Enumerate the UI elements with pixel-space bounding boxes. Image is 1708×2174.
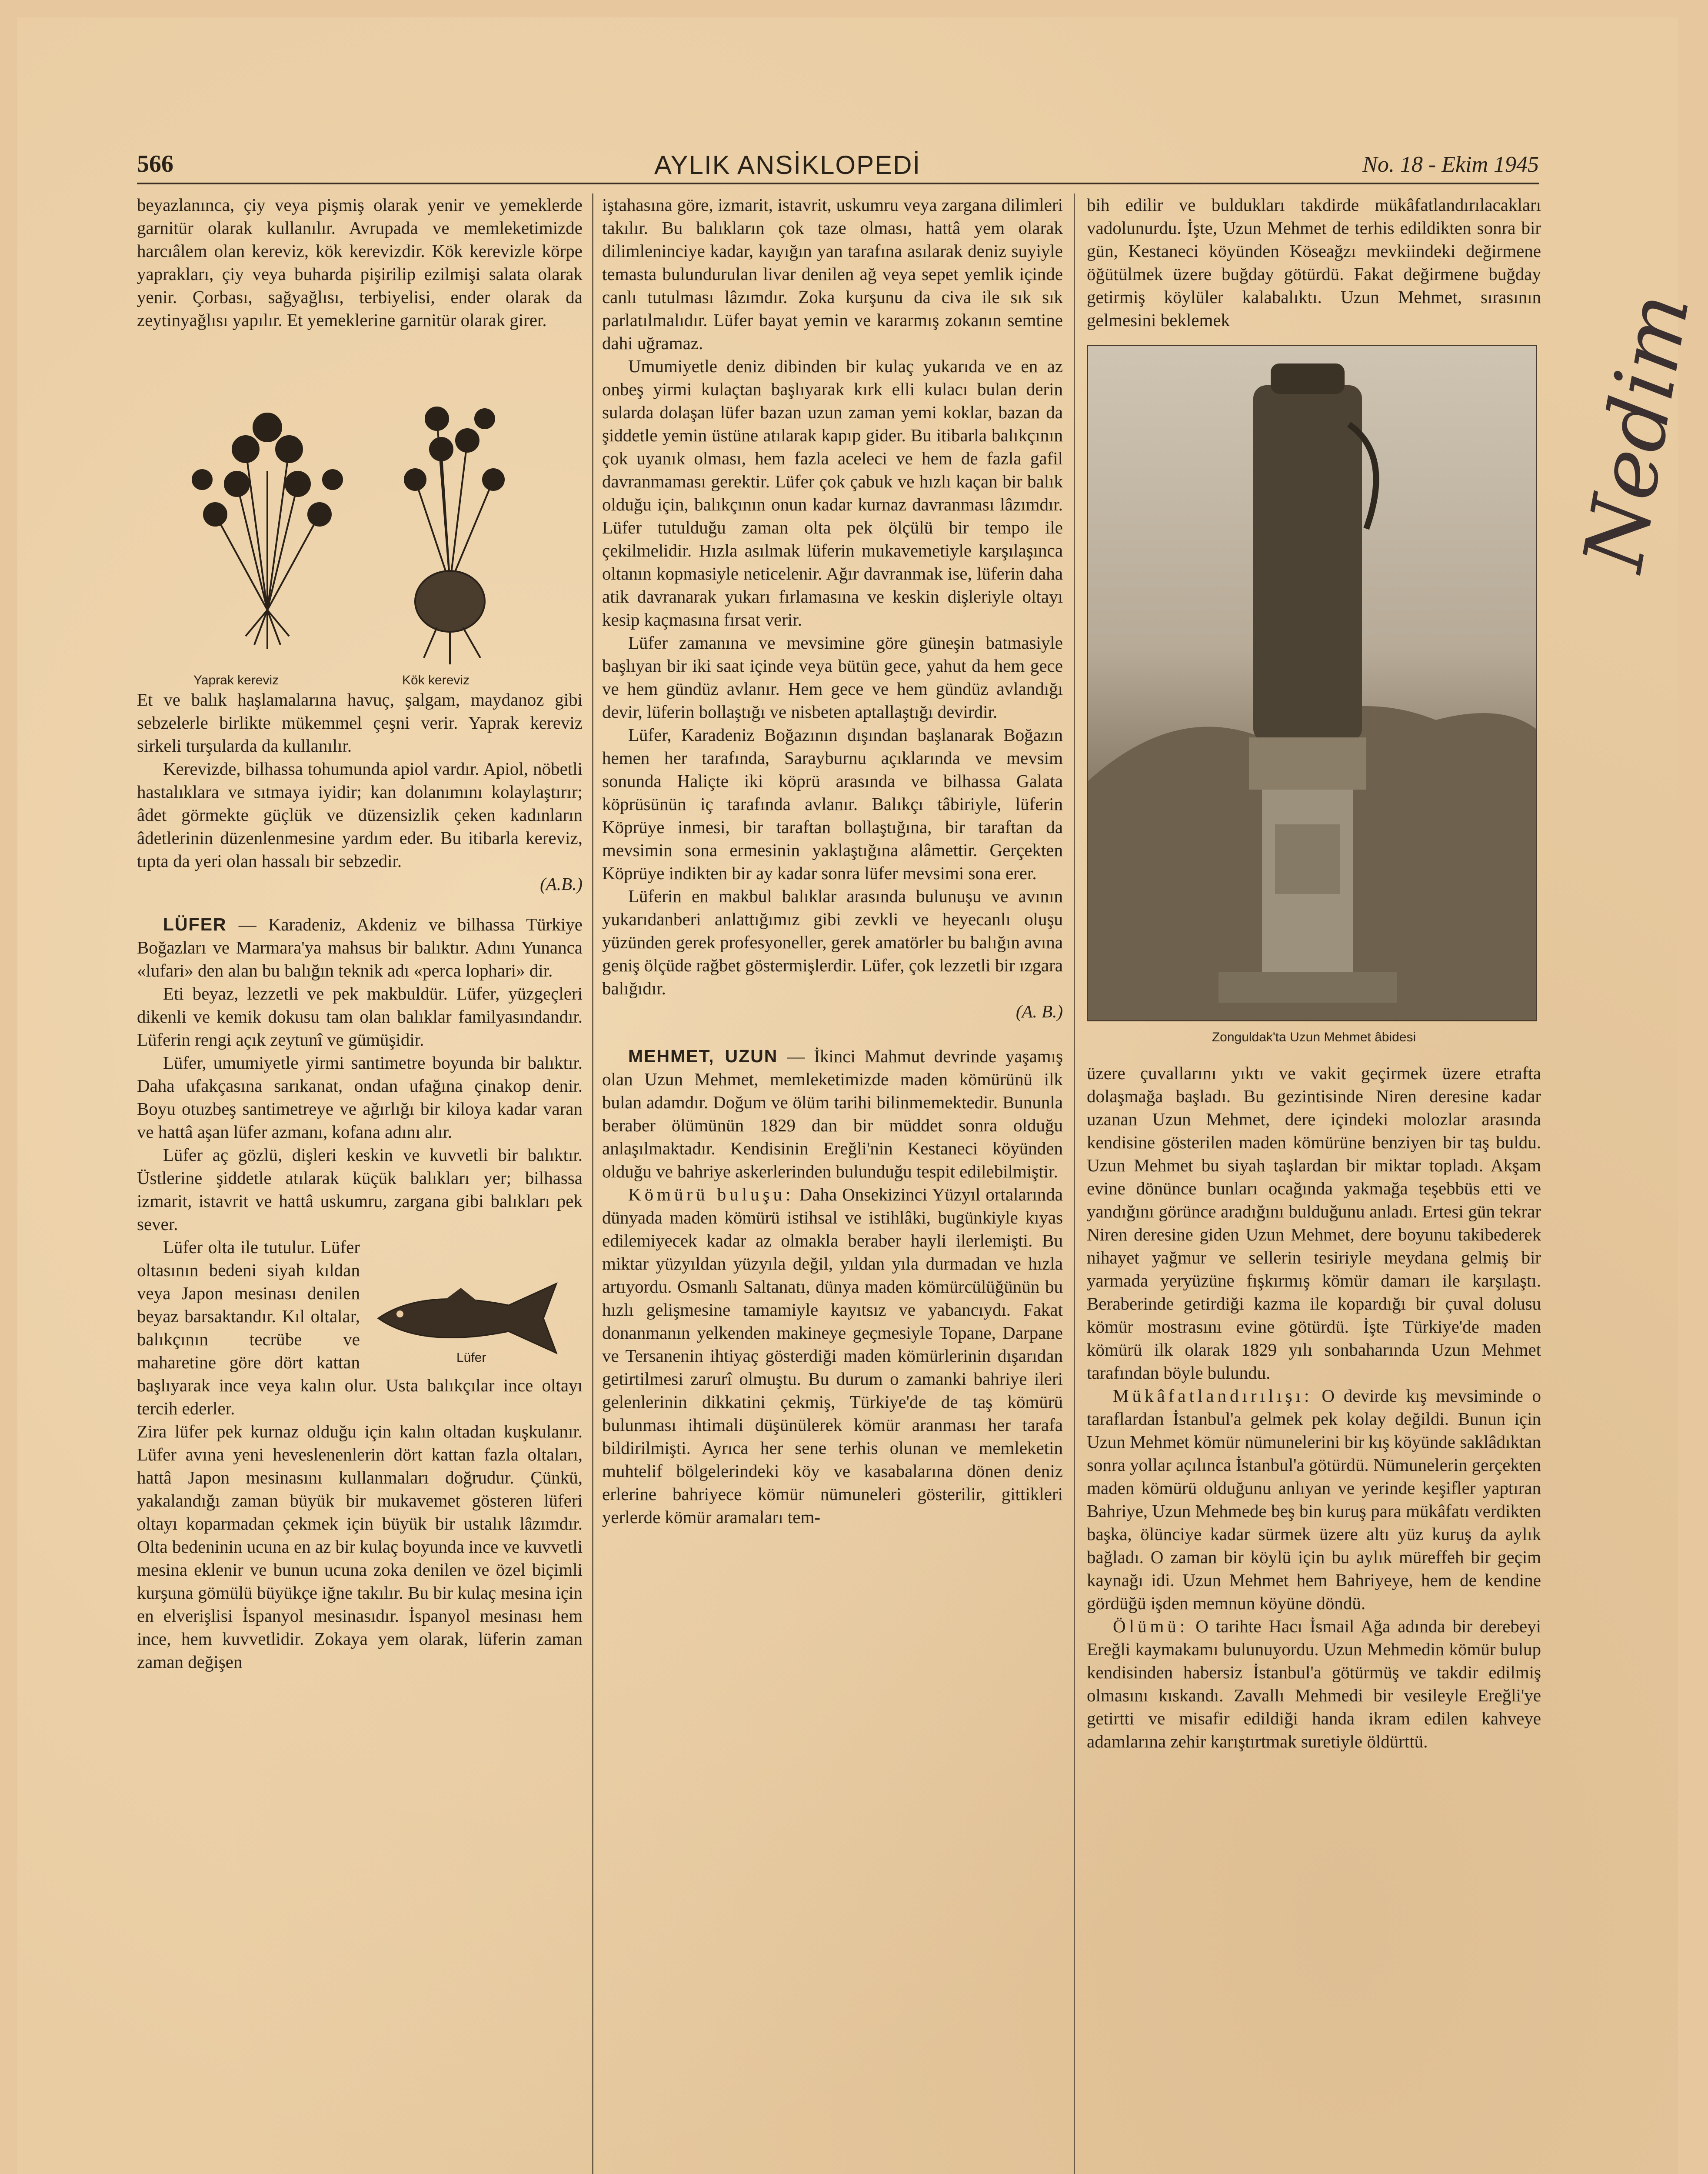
caption-leaf-celery: Yaprak kereviz	[193, 673, 279, 687]
page-number: 566	[137, 150, 173, 177]
section-kesif	[602, 1183, 1063, 1529]
section-text: O tarihte Hacı İsmail Ağa adında bir derebeyi Ereğli kaymakamı bulunuyordu. Uzun Mehmedin kömür bulup kendisinden habersiz İstanbul'a götürmüş ve takdir edilmiş olmasını kıskandı. Zavallı Mehmedi bir vesileyle Ereğli'ye getirtti ve misafir edildiği handa ikram edilen kahveye adamlarına zehir karıştırtmak suretiyle öldürttü.	[1087, 1616, 1541, 1751]
publication-title: AYLIK ANSİKLOPEDİ	[654, 150, 921, 180]
subheading-olum: Ölümü:	[1113, 1616, 1189, 1636]
article-paragraph: beyazlanınca, çiy veya pişmiş olarak yenir ve yemeklerde garnitür olarak kullanılır. Avrupada ve memleketimizde harcıâlem olan kereviz, kök kerevizdir. Kök kerevizle körpe yaprakları, çiy veya buharda pişirilip ezilmişi salata olarak yenir. Çorbası, sağyağlısı, terbiyelisi, ender olarak da zeytinyağlısı yapılır. Et yemeklerine garnitür olarak girer.	[137, 195, 583, 330]
article-paragraph: Lüfer, umumiyetle yirmi santimetre boyunda bir balıktır. Daha ufakçasına sarıkanat, ondan ufağına çinakop denir. Boyu otuzbeş santimetreye ve ağırlığı bir kiloya kadar varan ve hattâ aşan lüfer azmanı, kofana adını alır.	[137, 1053, 583, 1142]
entry-lufer	[137, 913, 583, 982]
photo-caption: Zonguldak'ta Uzun Mehmet âbidesi	[1212, 1030, 1416, 1044]
column-rule-2	[1074, 193, 1075, 2174]
fish-illustration	[365, 1270, 583, 1366]
fish-figure-block	[137, 1236, 583, 1420]
column-1	[137, 193, 583, 1674]
article-paragraph: Lüfer olta ile tutulur. Lüfer oltasının bedeni siyah kıldan veya Japon mesinası denilen beyaz barsaktandır. Kıl oltalar, balıkçının tecrübe ve maharetine göre dört kattan başlıyarak ince veya kalın olur. Usta balıkçılar ince oltayı tercih ederler.	[137, 1237, 583, 1418]
section-mukafat	[1087, 1384, 1541, 1615]
article-paragraph: bih edilir ve buldukları takdirde mükâfatlandırılacakları vadolunurdu. İşte, Uzun Mehmet de terhis edildikten sonra bir gün, Kestaneci köyünden Köseağzı mevkiindeki değirmene öğütülmek üzere buğday götürdü. Fakat değirmene buğday getirmiş köylüler kalabalıktı. Uzun Mehmet, sırasının gelmesini beklemek	[1087, 195, 1541, 330]
root-celery-drawing	[405, 407, 504, 664]
article-paragraph: Et ve balık haşlamalarına havuç, şalgam, maydanoz gibi sebzelerle birlikte mükemmel çeşni verir. Yaprak kereviz sirkeli turşularda da kullanılır.	[137, 690, 583, 756]
section-text: Daha Onsekizinci Yüzyıl ortalarında dünyada maden kömürü istihsal ve istihlâki, bugünkiyle kıyas edilemiyecek kadar az olmakla beraber hayli ilerlemişti. Bu miktar yüzyıldan yüzyıla değil, yıldan yıla durmadan ve hızla artıyordu. Osmanlı Saltanatı, dünya maden kömürcülüğünün bu hızlı gelişmesine tamamiyle kayıtsız ve yabancıydı. Fakat donanmanın yelkenden makineye geçmesiyle Topane, Darpane ve Tersanenin ihtiyaç gösterdiği maden kömürlerinin dışarıdan getirtilmesi zarurî olmuştu. Bu durum o zamanki bahriye ileri gelenlerinin dikkatini çekmiş, Türkiye'de de taş kömürü bulunması ihtimali düşünülerek kömür aranması her tarafa bildirilmişti. Ayrıca her sene terhis olunan ve memleketin muhtelif bölgelerindeki köy ve kasabalarına dönen deniz erlerine bahriyece kömür nümuneleri gösterilir, gittikleri yerlerde kömür aramaları tem-	[602, 1184, 1063, 1527]
fish-caption: Lüfer	[456, 1350, 486, 1365]
article-paragraph: üzere çuvallarını yıktı ve vakit geçirmek üzere etrafta dolaşmağa başladı. Bu gezintisinde Niren deresine kadar uzanan Uzun Mehmet, dere içindeki molozlar arasında kendisine gösterilen maden kömürüne benziyen bir taş buldu. Uzun Mehmet bu siyah taşlardan bir miktar topladı. Akşam evine dönünce bunları ocağında yakmağa teşebbüs etti ve yandığını görünce aradığını bulduğunu anladı. Ertesi gün tekrar Niren deresine giden Uzun Mehmet, dere boyunu takibederek nihayet yağmur ve sellerin tesiriyle meydana gelmiş bir yarmada yeryüzüne fışkırmış kömür damarı ile karşılaştı. Beraberinde getirdiği kazma ile kopardığı bir çuval dolusu kömür mostrasını evine götürdü. İşte Türkiye'de maden kömürü ilk olarak 1829 yılı sonbaharında Uzun Mehmet tarafından böyle bulundu.	[1087, 1063, 1541, 1383]
handwritten-signature: Nedim	[1565, 286, 1708, 578]
article-paragraph: Lüfer aç gözlü, dişleri keskin ve kuvvetli bir balıktır. Üstlerine şiddetle atılarak küçük balıkları yer; bilhassa izmarit, istavrit ve hattâ uskumru, zargana gibi balıkları pek sever.	[137, 1145, 583, 1234]
monument-photo	[1087, 345, 1537, 1021]
article-paragraph: Eti beyaz, lezzetli ve pek makbuldür. Lüfer, yüzgeçleri dikenli ve kemik dokusu tam olan balıklar familyasındandır. Lüferin rengi açık zeytunî ve gümüşidir.	[137, 984, 583, 1050]
issue-info: No. 18 - Ekim 1945	[1362, 152, 1539, 177]
subheading-komur-bulusu: Kömürü buluşu:	[628, 1184, 794, 1204]
article-paragraph: Umumiyetle deniz dibinden bir kulaç yukarıda ve en az onbeş yirmi kulaçtan başlıyarak kırk elli kulacı bulan derin sularda dolaşan lüfer bazan uzun zaman yemi koklar, bazan da şiddetle yemin üstüne atılarak kapıp gider. Bu itibarla balıkçının çok uyanık olması, hem fazla aceleci ve hem de fazla gafil davranmaması gerektir. Lüfer çok çabuk ve hızlı kaçan bir balık olduğu için, balıkçının onun kadar kurnaz davranması lâzımdır. Lüfer tutulduğu zaman olta pek ölçülü bir tempo ile çekilmelidir. Hızla asılmak lüferin mukavemetiyle karşılaşınca oltanın kopmasiyle neticelenir. Ağır davranmak ise, lüferin daha atik davranarak yukarı fırlamasına ve keskin dişleriyle oltayı kesip kaçmasına fırsat verir.	[602, 356, 1063, 630]
author-signature: (A.B.)	[540, 874, 583, 894]
leaf-celery-drawing	[193, 413, 342, 649]
monument-illustration	[1088, 346, 1536, 1020]
subheading-mukafat: Mükâfatlandırılışı:	[1113, 1386, 1313, 1406]
column-2	[602, 193, 1063, 1529]
entry-mehmet-uzun	[602, 1045, 1063, 1183]
section-text: O devirde kış mevsiminde o taraflardan İstanbul'a gelmek pek kolay değildi. Bunun için Uzun Mehmet kömür nümunelerini bir kış köyünde saklâdıktan sonra yollar açılınca İstanbul'a götürdü. Nümunelerin gerçekten maden kömürü olduğunu anlıyan ve yerinde keşifler yaptıran Bahriye, Uzun Mehmede beş bin kuruş para mükâfatı verdikten başka, ölünciye kadar sürmek üzere altı yüz kuruş da aylık bağladı. O zaman bir köylü için bu aylık müreffeh bir geçim kaynağı idi. Uzun Mehmet hem Bahriyeye, hem de kendine gördüğü işden memnun köyüne döndü.	[1087, 1386, 1542, 1613]
section-olum	[1087, 1615, 1541, 1753]
celery-illustration	[137, 340, 583, 671]
entry-text: — Karadeniz, Akdeniz ve bilhassa Türkiye Boğazları ve Marmara'ya mahsus bir balıktır. Adını Yunanca «lufari» den alan bu balığın teknik adı «perca lophari» dir.	[137, 914, 583, 980]
entry-heading-lufer: LÜFER	[163, 914, 227, 934]
article-paragraph: Lüfer, Karadeniz Boğazının dışından başlanarak Boğazın hemen her tarafında, Sarayburnu açıklarında ve mevsim sonunda Haliçte iki köprü arasında ve bilhassa Galata köprüsünün iç tarafında avlanır. Balıkçı tâbiriyle, lüferin Köprüye inmesi, bir taraftan bollaştığına, bir taraftan da mevsimin sona ermesinin yaklaştığına alâmettir. Gerçekten Köprüye indikten bir ay kadar sonra lüfer mevsimi sona erer.	[602, 725, 1063, 883]
author-signature: (A. B.)	[1015, 1001, 1063, 1021]
article-paragraph: Lüferin en makbul balıklar arasında bulunuşu ve avının yukarıdanberi anlattığımız gibi zevkli ve heyecanlı oluşu yüzünden gerek profesyoneller, gerek amatörler bu balığın avına geniş ölçüde rağbet göstermişlerdir. Lüfer, çok lezzetli bir ızgara balığıdır.	[602, 886, 1063, 998]
article-paragraph: Zira lüfer pek kurnaz olduğu için kalın oltadan kuşkulanır. Lüfer avına yeni heveslenenlerin dört kattan fazla oltaları, hattâ Japon mesinasını kullanmaları doğrudur. Çünkü, yakalandığı zaman büyük bir mukavemet gösteren lüferi oltayı koparmadan çekmek için büyük bir ustalık lâzımdır. Olta bedeninin ucuna en az bir kulaç boyunda ince ve kuvvetli mesina eklenir ve bunun ucuna zoka denilen ve özel biçimli kurşuna gömülü büyükçe iğne takılır. Bu bir kulaç mesina için en elverişlisi İspanyol mesinasıdır. İspanyol mesinası hem ince, hem kuvvetlidir. Zokaya yem olarak, lüferin zaman zaman değişen	[137, 1421, 583, 1672]
entry-heading-mehmet: MEHMET, UZUN	[628, 1046, 778, 1066]
article-paragraph: Lüfer zamanına ve mevsimine göre güneşin batmasiyle başlıyan bir iki saat içinde veya bütün gece, yahut da hem gece ve hem gündüz avlanır. Hem gece ve hem gündüz avlandığı devir, lüferin bollaştığı ve nisbeten aptallaştığı devirdir.	[602, 633, 1063, 722]
celery-figure	[137, 332, 583, 688]
column-3	[1087, 193, 1541, 1753]
article-paragraph: Kerevizde, bilhassa tohumunda apiol vardır. Apiol, nöbetli hastalıklara ve sıtmaya iyidir; kan dolanımını kolaylaştırır; âdet görmekte güçlük ve düzensizlik çeken kadınların âdetlerinin düzenlenmesine yardım eder. Bu itibarla kereviz, tıpta da yeri olan hassalı bir sebzedir.	[137, 759, 583, 871]
page-header	[137, 150, 1539, 184]
entry-text: — İkinci Mahmut devrinde yaşamış olan Uzun Mehmet, memleketimizde maden kömürünü ilk bulan adamdır. Doğum ve ölüm tarihi bilinmemektedir. Bununla beraber ölümünün 1829 dan bir müddet sonra olduğu anlaşılmaktadır. Kendisinin Ereğli'nin Kestaneci köyünden olduğu ve bahriye askerlerinden bulunduğu tespit edilebilmiştir.	[602, 1046, 1063, 1181]
article-paragraph: iştahasına göre, izmarit, istavrit, uskumru veya zargana dilimleri takılır. Bu balıkların çok taze olması, hattâ yem olarak dilimleninciye kadar, kayığın yan tarafına asılarak deniz suyiyle temasta bulundurulan livar denilen ağ veya sepet yemlik içinde canlı tutulması lâzımdır. Zoka kurşunu da civa ile sık sık parlatılmalıdır. Lüfer bayat yemin ve kararmış zokanın semtine dahi uğramaz.	[602, 195, 1063, 353]
column-rule-1	[592, 193, 593, 2174]
caption-root-celery: Kök kereviz	[402, 673, 470, 687]
